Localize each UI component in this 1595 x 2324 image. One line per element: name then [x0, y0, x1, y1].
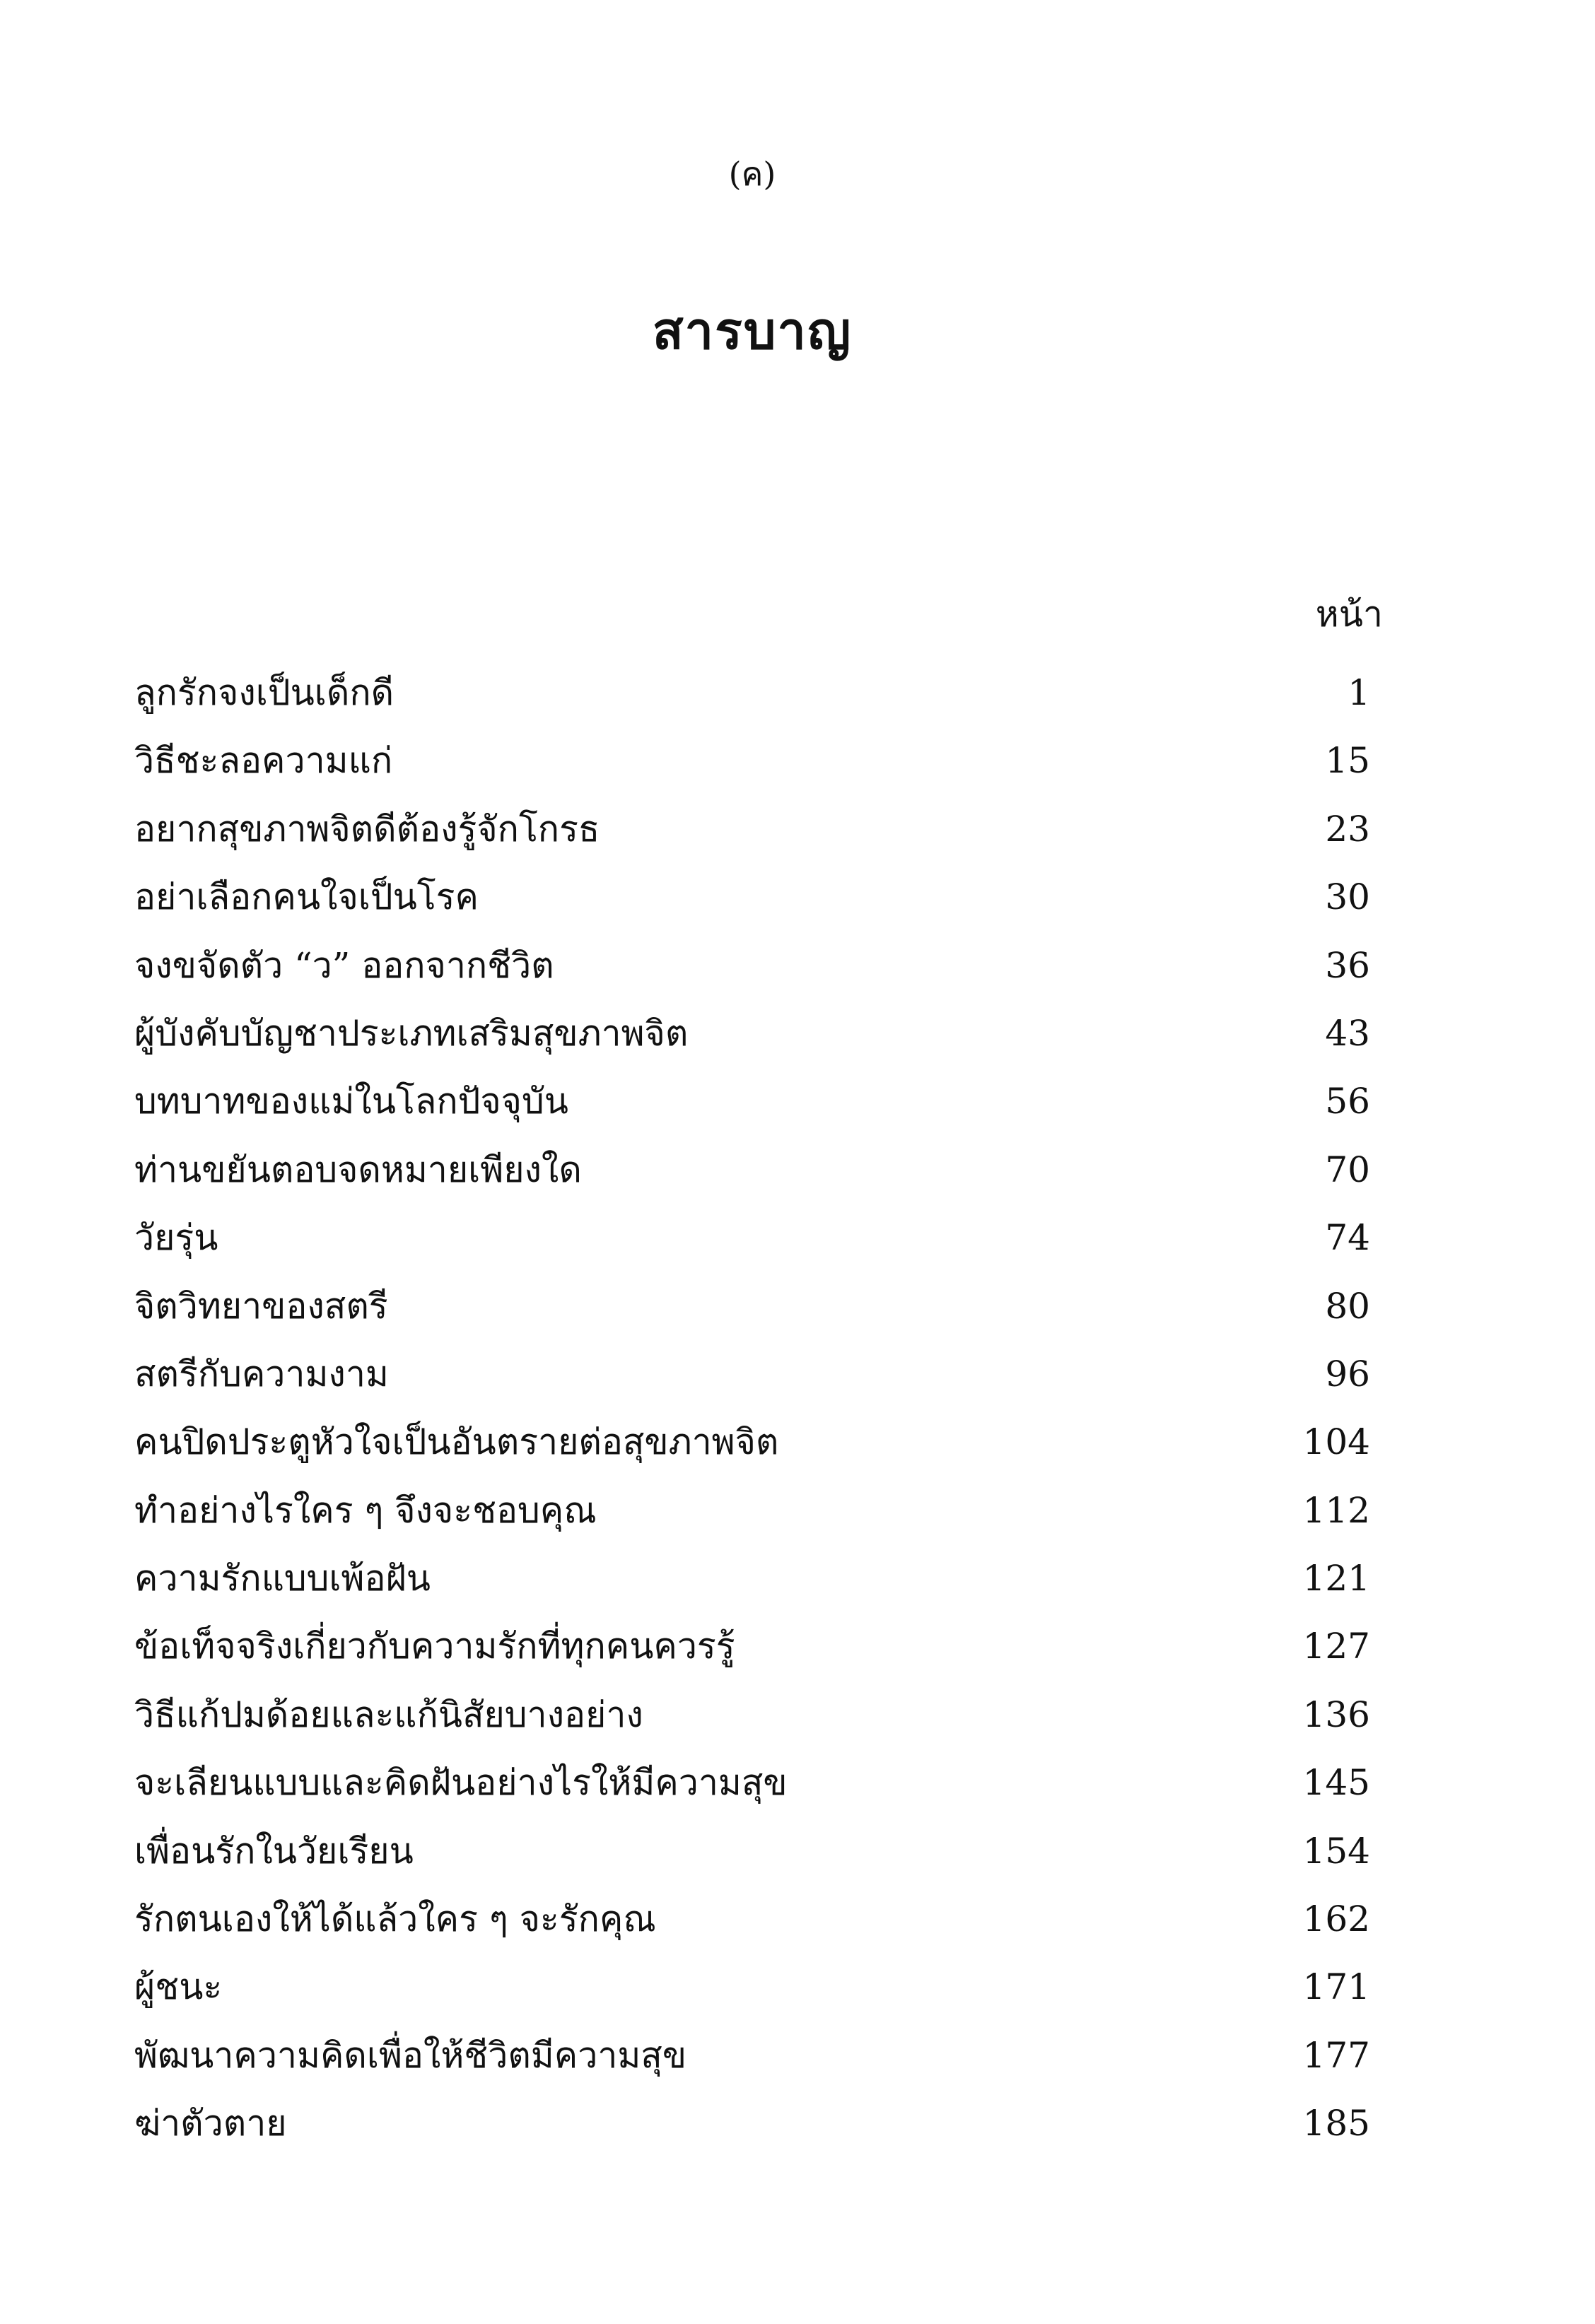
toc-entry-page-number: 127 [1302, 1626, 1370, 1667]
toc-entry-title: จิตวิทยาของสตรี [134, 1285, 388, 1327]
toc-entry-page-number: 23 [1325, 808, 1370, 850]
toc-entry-page-number: 80 [1325, 1285, 1370, 1327]
toc-entry-page-number: 15 [1325, 740, 1370, 782]
toc-entry-title: ลูกรักจงเป็นเด็กดี [134, 672, 395, 713]
toc-entry-page-number: 121 [1302, 1558, 1370, 1600]
toc-entry-page-number: 36 [1325, 944, 1370, 986]
toc-entry [134, 2034, 1372, 2102]
toc-entry-page-number: 74 [1325, 1217, 1370, 1259]
toc-entry-page-number: 96 [1325, 1353, 1370, 1395]
toc-entry [134, 671, 1372, 739]
toc-entry-title: ฆ่าตัวตาย [134, 2103, 287, 2144]
toc-entry-title: อย่าเลือกคนใจเป็นโรค [134, 876, 479, 918]
toc-entry-page-number: 185 [1302, 2103, 1370, 2144]
toc-entry-page-number: 154 [1302, 1830, 1370, 1872]
toc-entry-title: อยากสุขภาพจิตดีต้องรู้จักโกรธ [134, 808, 600, 850]
toc-entry [134, 739, 1372, 807]
toc-entry [134, 1080, 1372, 1148]
toc-entry [134, 1012, 1372, 1080]
toc-entry [134, 1694, 1372, 1761]
toc-entry-title: จะเลียนแบบและคิดฝันอย่างไรให้มีความสุข [134, 1762, 788, 1804]
toc-entry-title: ผู้บังคับบัญชาประเภทเสริมสุขภาพจิต [134, 1012, 689, 1054]
toc-entry [134, 1149, 1372, 1216]
toc-entry-page-number: 43 [1325, 1012, 1370, 1054]
toc-entry [134, 1285, 1372, 1353]
toc-entry [134, 944, 1372, 1012]
toc-list [134, 671, 1372, 2171]
toc-entry-page-number: 70 [1325, 1149, 1370, 1190]
toc-entry [134, 1353, 1372, 1421]
toc-entry-title: วัยรุ่น [134, 1217, 218, 1259]
toc-entry-title: คนปิดประตูหัวใจเป็นอันตรายต่อสุขภาพจิต [134, 1421, 779, 1463]
toc-entry [134, 2102, 1372, 2170]
toc-entry-page-number: 112 [1302, 1489, 1370, 1531]
toc-entry [134, 1557, 1372, 1625]
toc-entry-title: ความรักแบบเพ้อฝัน [134, 1558, 431, 1600]
toc-entry-page-number: 30 [1325, 876, 1370, 918]
toc-entry [134, 1421, 1372, 1489]
toc-entry-page-number: 136 [1302, 1694, 1370, 1735]
toc-entry-page-number: 56 [1325, 1081, 1370, 1122]
toc-entry-page-number: 171 [1302, 1966, 1370, 2008]
toc-entry [134, 876, 1372, 944]
toc-entry-title: สตรีกับความงาม [134, 1353, 389, 1395]
toc-entry-title: จงขจัดตัว “ว” ออกจากชีวิต [134, 944, 554, 986]
toc-entry-page-number: 177 [1302, 2034, 1370, 2076]
toc-entry-title: ท่านขยันตอบจดหมายเพียงใด [134, 1149, 582, 1190]
toc-entry [134, 1489, 1372, 1557]
toc-entry-title: วิธีแก้ปมด้อยและแก้นิสัยบางอย่าง [134, 1694, 643, 1735]
toc-entry [134, 1830, 1372, 1898]
toc-entry [134, 1216, 1372, 1284]
toc-entry-page-number: 145 [1302, 1762, 1370, 1804]
toc-entry [134, 1625, 1372, 1693]
toc-entry-title: บทบาทของแม่ในโลกปัจจุบัน [134, 1081, 568, 1122]
toc-entry [134, 808, 1372, 876]
page-column-header: หน้า [1315, 594, 1383, 635]
page-label: (ค) [728, 155, 776, 193]
toc-entry-title: ข้อเท็จจริงเกี่ยวกับความรักที่ทุกคนควรรู้ [134, 1626, 735, 1667]
toc-entry [134, 1898, 1372, 1966]
toc-entry-page-number: 162 [1302, 1898, 1370, 1940]
toc-entry-page-number: 104 [1302, 1421, 1370, 1463]
toc-entry [134, 1761, 1372, 1829]
toc-entry-title: พัฒนาความคิดเพื่อให้ชีวิตมีความสุข [134, 2034, 687, 2076]
toc-entry [134, 1966, 1372, 2034]
toc-entry-title: ผู้ชนะ [134, 1966, 223, 2008]
page-title: สารบาญ [652, 301, 853, 360]
toc-entry-title: รักตนเองให้ได้แล้วใคร ๆ จะรักคุณ [134, 1898, 656, 1940]
toc-entry-page-number: 1 [1348, 672, 1370, 713]
toc-entry-title: ทำอย่างไรใคร ๆ จึงจะชอบคุณ [134, 1489, 597, 1531]
toc-entry-title: เพื่อนรักในวัยเรียน [134, 1830, 414, 1872]
toc-entry-title: วิธีชะลอความแก่ [134, 740, 393, 782]
